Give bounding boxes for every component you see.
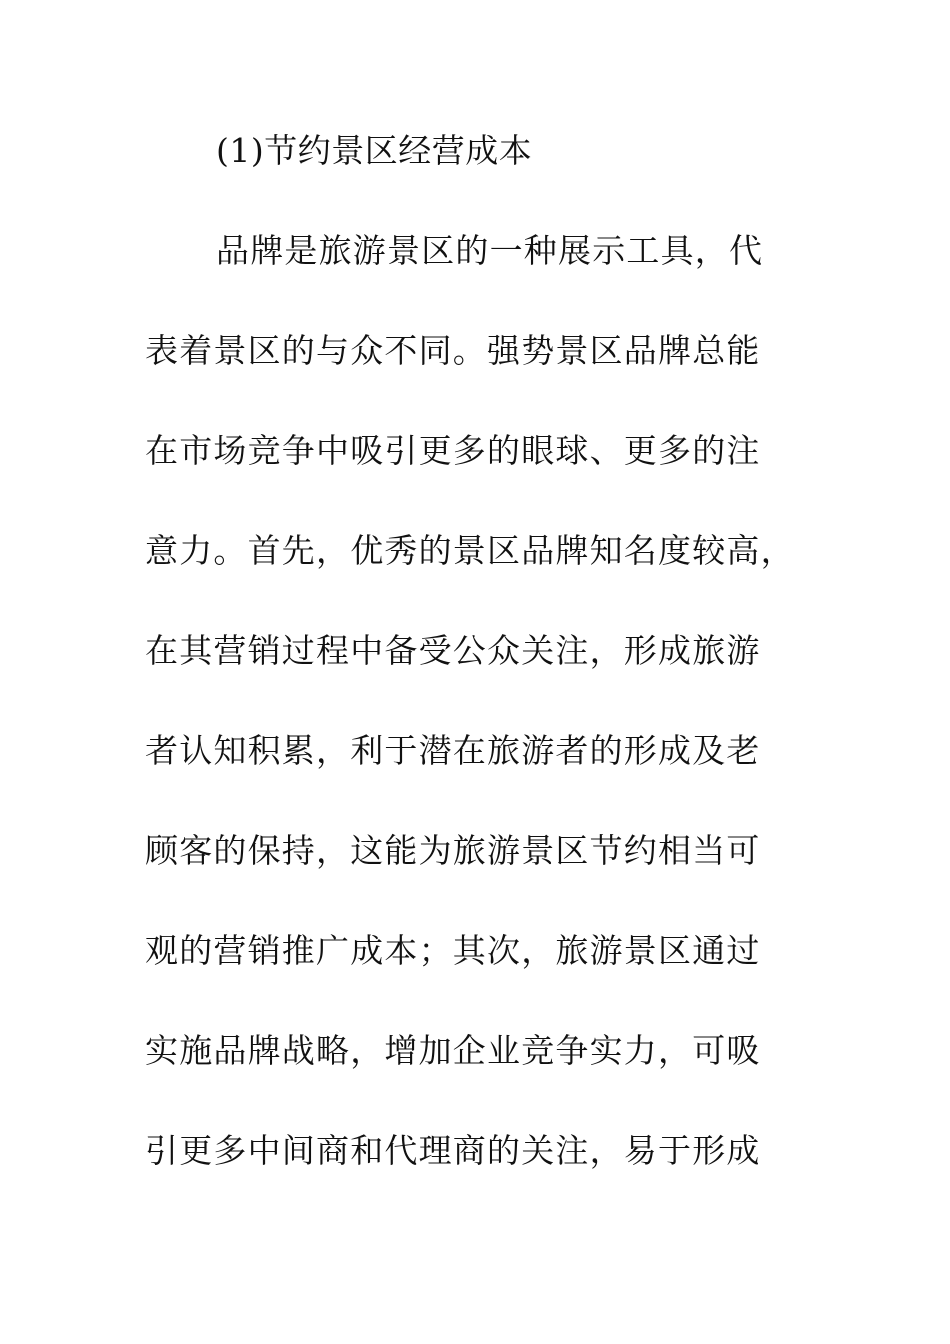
paragraph-line: 品牌是旅游景区的一种展示工具，代 (216, 231, 764, 270)
section-heading: (1)节约景区经营成本 (216, 131, 533, 170)
paragraph-line: 意力。首先，优秀的景区品牌知名度较高， (145, 531, 795, 570)
paragraph-line: 表着景区的与众不同。强势景区品牌总能 (145, 331, 761, 370)
paragraph-line: 引更多中间商和代理商的关注，易于形成 (145, 1131, 761, 1170)
paragraph-line: 观的营销推广成本；其次，旅游景区通过 (145, 931, 761, 970)
paragraph-line: 顾客的保持，这能为旅游景区节约相当可 (145, 831, 761, 870)
paragraph-line: 在市场竞争中吸引更多的眼球、更多的注 (145, 431, 761, 470)
paragraph-line: 在其营销过程中备受公众关注，形成旅游 (145, 631, 761, 670)
paragraph-line: 实施品牌战略，增加企业竞争实力，可吸 (145, 1031, 761, 1070)
paragraph-line: 者认知积累，利于潜在旅游者的形成及老 (145, 731, 761, 770)
